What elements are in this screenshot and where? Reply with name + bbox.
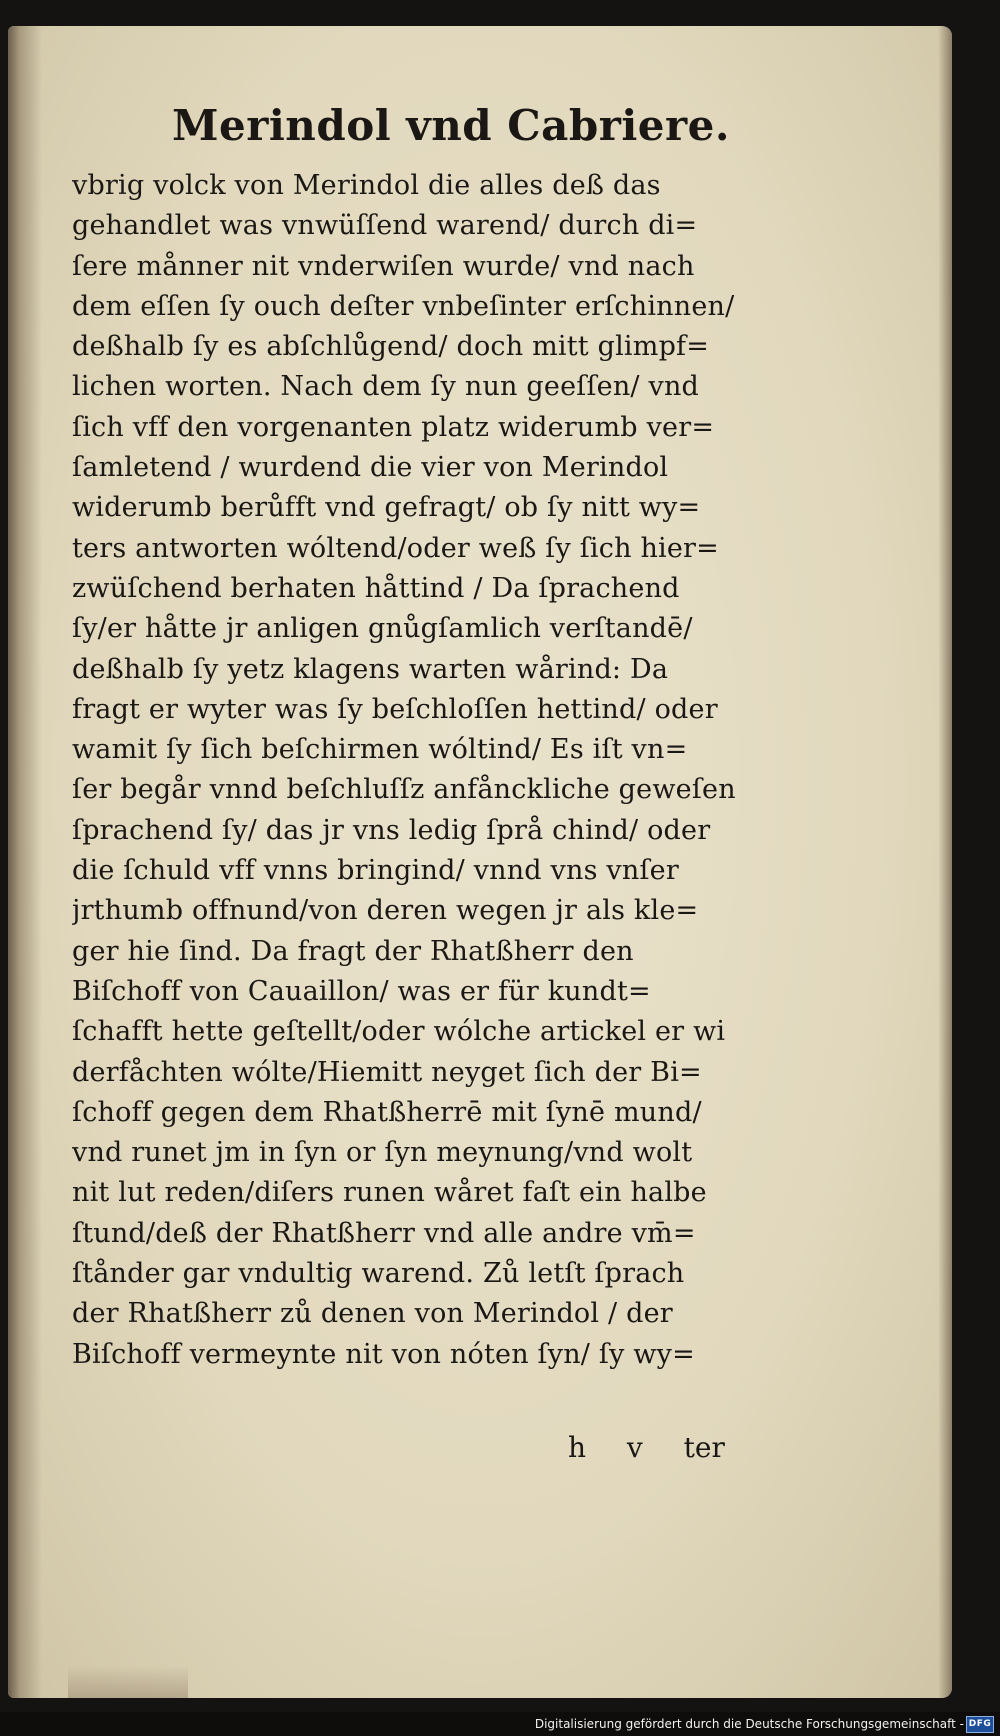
page-edge <box>938 26 952 1698</box>
text-line-28: ſtånder gar vndultig warend. Zů letſt ſprach <box>72 1258 685 1290</box>
dfg-logo-icon: DFG <box>966 1716 994 1733</box>
text-line-16: ſer begår vnnd beſchluſſz anfånckliche geweſen <box>72 774 736 806</box>
book-page <box>8 26 952 1698</box>
text-line-18: die ſchuld vff vnns bringind/ vnnd vns vnſer <box>72 855 679 887</box>
text-line-19: jrthumb offnund/von deren wegen jr als kle= <box>72 895 699 927</box>
text-line-7: ſich vff den vorgenanten platz widerumb ver= <box>72 411 715 443</box>
text-line-12: ſy/er håtte jr anligen gnůgſamlich verſtandē/ <box>72 613 693 645</box>
text-line-14: fragt er wyter was ſy beſchloſſen hettind/ oder <box>72 693 718 725</box>
text-line-20: ger hie ſind. Da fragt der Rhatßherr den <box>72 935 634 967</box>
running-head: Merindol vnd Cabriere. <box>172 101 731 150</box>
text-line-9: widerumb berůfft vnd gefragt/ ob ſy nitt wy= <box>72 492 701 524</box>
text-line-5: deßhalb ſy es abſchlůgend/ doch mitt glimpf= <box>72 331 710 363</box>
text-line-26: nit lut reden/diſers runen wåret faſt ein halbe <box>72 1177 707 1209</box>
text-line-23: derfåchten wólte/Hiemitt neyget ſich der Bi= <box>72 1056 702 1088</box>
text-line-2: gehandlet was vnwüſſend warend/ durch di= <box>72 210 698 242</box>
text-line-30: Biſchoff vermeynte nit von nóten ſyn/ ſy wy= <box>72 1338 695 1370</box>
text-line-15: wamit ſy ſich beſchirmen wóltind/ Es iſt vn= <box>72 734 688 766</box>
text-line-4: dem eſſen ſy ouch deſter vnbeſinter erſchinnen/ <box>72 290 735 322</box>
text-line-21: Biſchoff von Cauaillon/ was er für kundt= <box>72 975 651 1007</box>
gutter-shadow <box>8 26 42 1698</box>
text-line-22: ſchafft hette geſtellt/oder wólche artickel er wi <box>72 1016 726 1048</box>
digitization-credit: Digitalisierung gefördert durch die Deutsche Forschungsgemeinschaft - <box>534 1717 964 1731</box>
signature-catchword: h v ter <box>568 1431 725 1464</box>
ink-bleed-mark <box>68 1666 188 1698</box>
text-line-25: vnd runet jm in ſyn or ſyn meynung/vnd wolt <box>72 1137 693 1169</box>
text-line-27: ſtund/deß der Rhatßherr vnd alle andre vm̄= <box>72 1217 696 1249</box>
text-line-13: deßhalb ſy yetz klagens warten wårind: Da <box>72 653 669 685</box>
text-block <box>72 166 812 1375</box>
text-line-17: ſprachend ſy/ das jr vns ledig ſprå chind/ oder <box>72 814 711 846</box>
text-line-11: zwüſchend berhaten håttind / Da ſprachend <box>72 572 680 604</box>
text-line-6: lichen worten. Nach dem ſy nun geeſſen/ vnd <box>72 371 700 403</box>
text-line-29: der Rhatßherr zů denen von Merindol / der <box>72 1298 673 1330</box>
text-line-24: ſchoff gegen dem Rhatßherrē mit ſynē mund/ <box>72 1096 702 1128</box>
text-line-3: ſere månner nit vnderwiſen wurde/ vnd nach <box>72 250 695 282</box>
text-line-10: ters antworten wóltend/oder weß ſy ſich hier= <box>72 532 719 564</box>
text-line-8: ſamletend / wurdend die vier von Merindol <box>72 452 669 484</box>
text-line-1: vbrig volck von Merindol die alles deß das <box>72 170 661 201</box>
